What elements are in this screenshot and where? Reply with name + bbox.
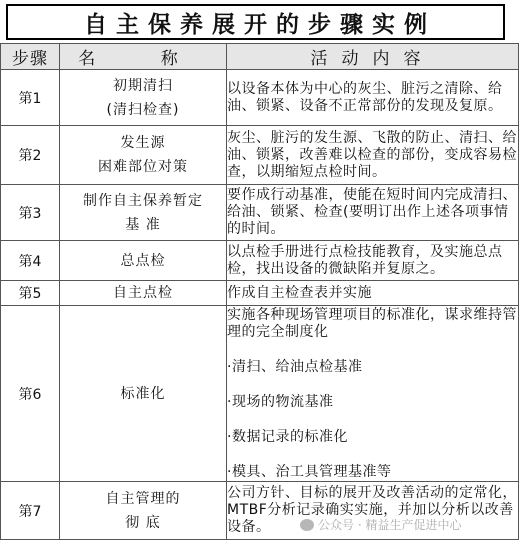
steps-table <box>0 43 519 540</box>
watermark <box>300 516 461 533</box>
wechat-icon <box>300 519 314 531</box>
name-cell <box>60 306 227 482</box>
step-cell: 第7 <box>1 482 60 540</box>
name-line: 自主点检 <box>113 285 173 301</box>
activity-cell: 灰尘、脏污的发生源、飞散的防止、清扫、给油、锁紧，改善难以检查的部份，变成容易检查，以期缩短点检时间。 <box>227 126 519 185</box>
table-row <box>1 70 519 126</box>
table-row <box>1 241 519 281</box>
name-line: 彻 底 <box>125 514 161 531</box>
table-row <box>1 306 519 482</box>
activity-line: ·现场的物流基准 <box>227 393 334 410</box>
name-line: 总点检 <box>120 252 166 269</box>
name-cell <box>60 281 227 306</box>
name-cell <box>60 185 227 241</box>
watermark-text: 公众号 · 精益生产促进中心 <box>318 518 462 532</box>
table-row <box>1 281 519 306</box>
table-row <box>1 185 519 241</box>
header-name: 名 称 <box>60 44 227 70</box>
header-row <box>1 44 519 70</box>
name-line: 基 准 <box>125 216 161 233</box>
name-cell <box>60 70 227 126</box>
page-title: 自主保养展开的步骤实例 <box>84 11 436 38</box>
name-line: (清扫检查) <box>106 101 180 118</box>
table-row <box>1 126 519 185</box>
step-cell: 第5 <box>1 281 60 306</box>
name-line: 制作自主保养暂定 <box>83 192 203 209</box>
activity-cell: 作成自主检查表并实施 <box>227 281 519 306</box>
step-cell: 第1 <box>1 70 60 126</box>
activity-cell: 以设备本体为中心的灰尘、脏污之清除、给油、锁紧、设备不正常部份的发现及复原。 <box>227 70 519 126</box>
activity-line: ·清扫、给油点检基准 <box>227 358 363 375</box>
step-cell: 第2 <box>1 126 60 185</box>
name-cell <box>60 126 227 185</box>
step-cell: 第3 <box>1 185 60 241</box>
name-cell <box>60 482 227 540</box>
step-cell: 第4 <box>1 241 60 281</box>
activity-line: ·数据记录的标准化 <box>227 428 348 445</box>
header-step: 步骤 <box>1 44 60 70</box>
name-line: 困难部位对策 <box>98 159 188 175</box>
step-cell: 第6 <box>1 306 60 482</box>
name-line: 标准化 <box>120 385 166 402</box>
activity-cell: 以点检手册进行点检技能教育，及实施总点检，找出设备的微缺陷并复原之。 <box>227 241 519 281</box>
activity-cell: 公司方针、目标的展开及改善活动的定常化，MTBF分析记录确实实施，并加以分析以改善设备。 <box>227 482 519 540</box>
activity-line: 实施各种现场管理项目的标准化，谋求维持管理的完全制度化 <box>227 306 517 340</box>
activity-cell <box>227 306 519 482</box>
title-box <box>6 4 505 40</box>
name-cell <box>60 241 227 281</box>
header-activity: 活动内容 <box>227 44 519 70</box>
name-line: 自主管理的 <box>105 490 181 507</box>
name-line: 发生源 <box>120 135 166 151</box>
activity-line: ·模具、治工具管理基准等 <box>227 463 392 480</box>
name-line: 初期清扫 <box>113 77 173 94</box>
activity-cell: 要作成行动基准，使能在短时间内完成清扫、给油、锁紧、检查(要明订出作上述各项事情的时间。 <box>227 185 519 241</box>
